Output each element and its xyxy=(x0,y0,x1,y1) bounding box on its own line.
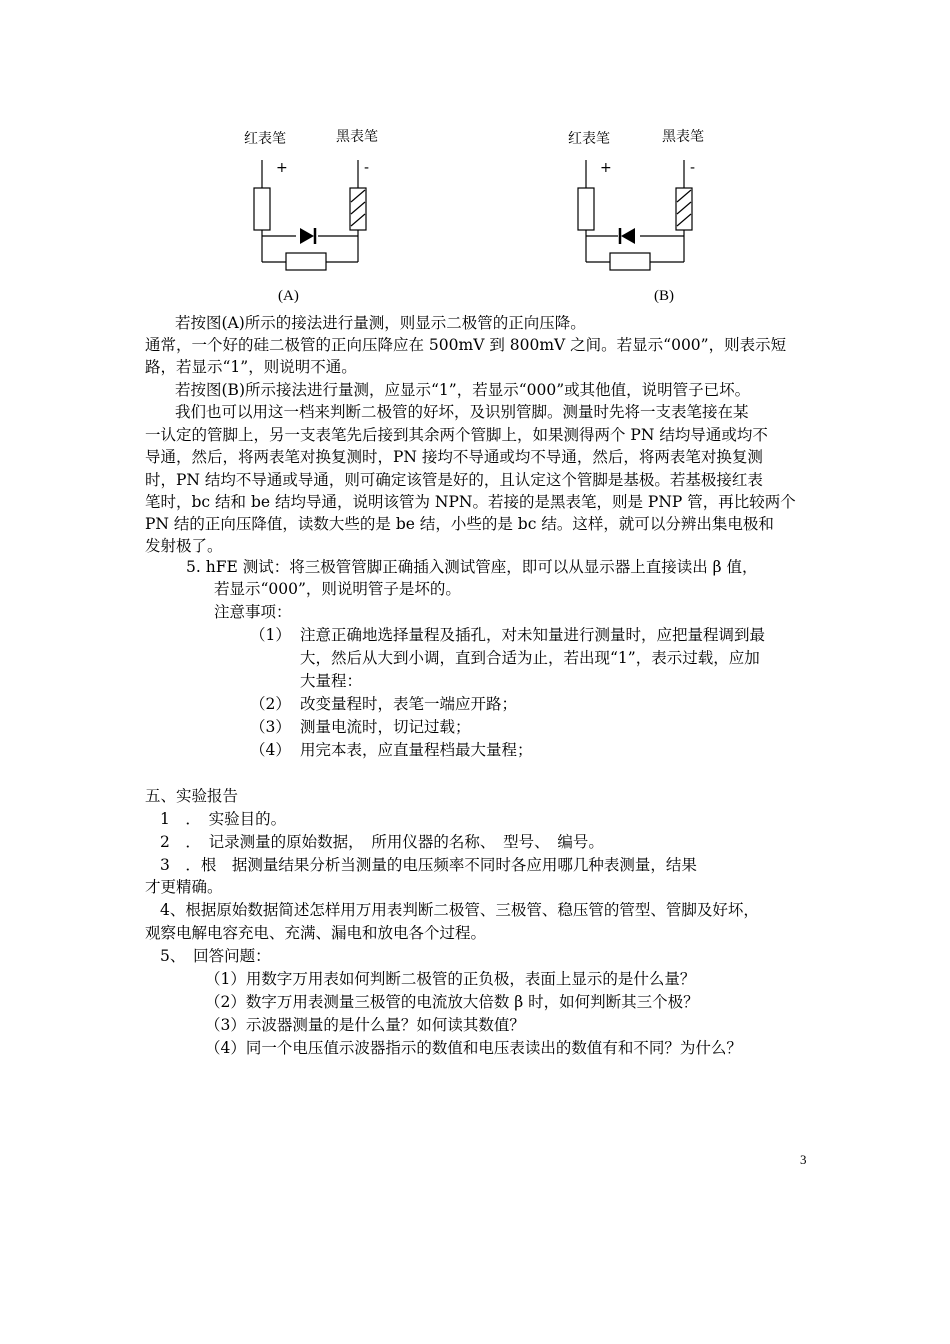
paragraph-line: 发射极了。 xyxy=(145,537,223,555)
note-text: 改变量程时，表笔一端应开路； xyxy=(300,695,518,713)
question-item: （1）用数字万用表如何判断二极管的正负极，表面上显示的是什么量？ xyxy=(205,970,696,988)
page-number: 3 xyxy=(800,1152,807,1167)
report-item: 3 ．根 据测量结果分析当测量的电压频率不同时各应用哪几种表测量，结果 xyxy=(160,856,697,874)
figure-caption: (B) xyxy=(654,288,674,304)
figure-a xyxy=(236,118,436,313)
paragraph-line: 时，PN 结均不导通或导通，则可确定该管是好的，且认定这个管脚是基极。若基极接红表 xyxy=(145,471,763,489)
paragraph-line: 我们也可以用这一档来判断二极管的好坏，及识别管脚。测量时先将一支表笔接在某 xyxy=(175,403,749,421)
note-number: （1） xyxy=(250,626,291,644)
plus-sign: + xyxy=(276,160,288,176)
minus-sign: - xyxy=(690,160,696,176)
paragraph-line: 路，若显示“1”，则说明不通。 xyxy=(145,358,357,376)
section-heading: 五、实验报告 xyxy=(145,787,239,805)
paragraph-line: 若显示“000”，则说明管子是坏的。 xyxy=(214,580,461,598)
note-text: 测量电流时，切记过载； xyxy=(300,718,471,736)
note-text: 大，然后从大到小调，直到合适为止，若出现“1”，表示过载，应加 xyxy=(300,649,760,667)
report-item: 2 ． 记录测量的原始数据， 所用仪器的名称、 型号、 编号。 xyxy=(160,833,604,851)
paragraph-line: 观察电解电容充电、充满、漏电和放电各个过程。 xyxy=(145,924,487,942)
paragraph-line: 若按图(A)所示的接法进行量测，则显示二极管的正向压降。 xyxy=(175,314,586,332)
paragraph-line: 才更精确。 xyxy=(145,878,223,896)
question-item: （4）同一个电压值示波器指示的数值和电压表读出的数值有和不同？为什么？ xyxy=(205,1039,742,1057)
paragraph-line: 笔时，bc 结和 be 结均导通，说明该管为 NPN。若接的是黑表笔，则是 PNP 管，再比较两个 xyxy=(145,493,796,511)
paragraph-line: 通常，一个好的硅二极管的正向压降应在 500mV 到 800mV 之间。若显示“000”，则表示短 xyxy=(145,336,787,354)
question-item: （3）示波器测量的是什么量？如何读其数值？ xyxy=(205,1016,525,1034)
figure-b xyxy=(560,118,760,313)
question-item: （2）数字万用表测量三极管的电流放大倍数 β 时，如何判断其三个极？ xyxy=(205,993,699,1011)
note-text: 注意正确地选择量程及插孔，对未知量进行测量时，应把量程调到最 xyxy=(300,626,766,644)
note-number: （2） xyxy=(250,695,291,713)
list-item-hfe: 5. hFE 测试：将三极管管脚正确插入测试管座，即可以从显示器上直接读出 β 值， xyxy=(186,558,758,576)
notes-heading: 注意事项： xyxy=(214,603,292,621)
report-item: 4、根据原始数据简述怎样用万用表判断二极管、三极管、稳压管的管型、管脚及好坏， xyxy=(160,901,759,919)
note-number: （3） xyxy=(250,718,291,736)
black-probe-label: 黑表笔 xyxy=(662,129,704,145)
red-probe-label: 红表笔 xyxy=(244,131,286,147)
report-item: 1 ． 实验目的。 xyxy=(160,810,287,828)
paragraph-line: PN 结的正向压降值，读数大些的是 be 结，小些的是 bc 结。这样，就可以分辨出集电极和 xyxy=(145,515,774,533)
red-probe-label: 红表笔 xyxy=(568,131,610,147)
report-item: 5、 回答问题： xyxy=(160,947,271,965)
note-text: 大量程： xyxy=(300,672,363,690)
note-number: （4） xyxy=(250,741,291,759)
plus-sign: + xyxy=(600,160,612,176)
note-text: 用完本表，应直量程档最大量程； xyxy=(300,741,533,759)
paragraph-line: 一认定的管脚上，另一支表笔先后接到其余两个管脚上，如果测得两个 PN 结均导通或均不 xyxy=(145,426,768,444)
paragraph-line: 若按图(B)所示接法进行量测，应显示“1”，若显示“000”或其他值，说明管子已坏。 xyxy=(175,381,751,399)
minus-sign: - xyxy=(364,160,370,176)
black-probe-label: 黑表笔 xyxy=(336,129,378,145)
figure-caption: (A) xyxy=(278,288,299,304)
paragraph-line: 导通，然后，将两表笔对换复测时，PN 接均不导通或均不导通，然后，将两表笔对换复测 xyxy=(145,448,763,466)
